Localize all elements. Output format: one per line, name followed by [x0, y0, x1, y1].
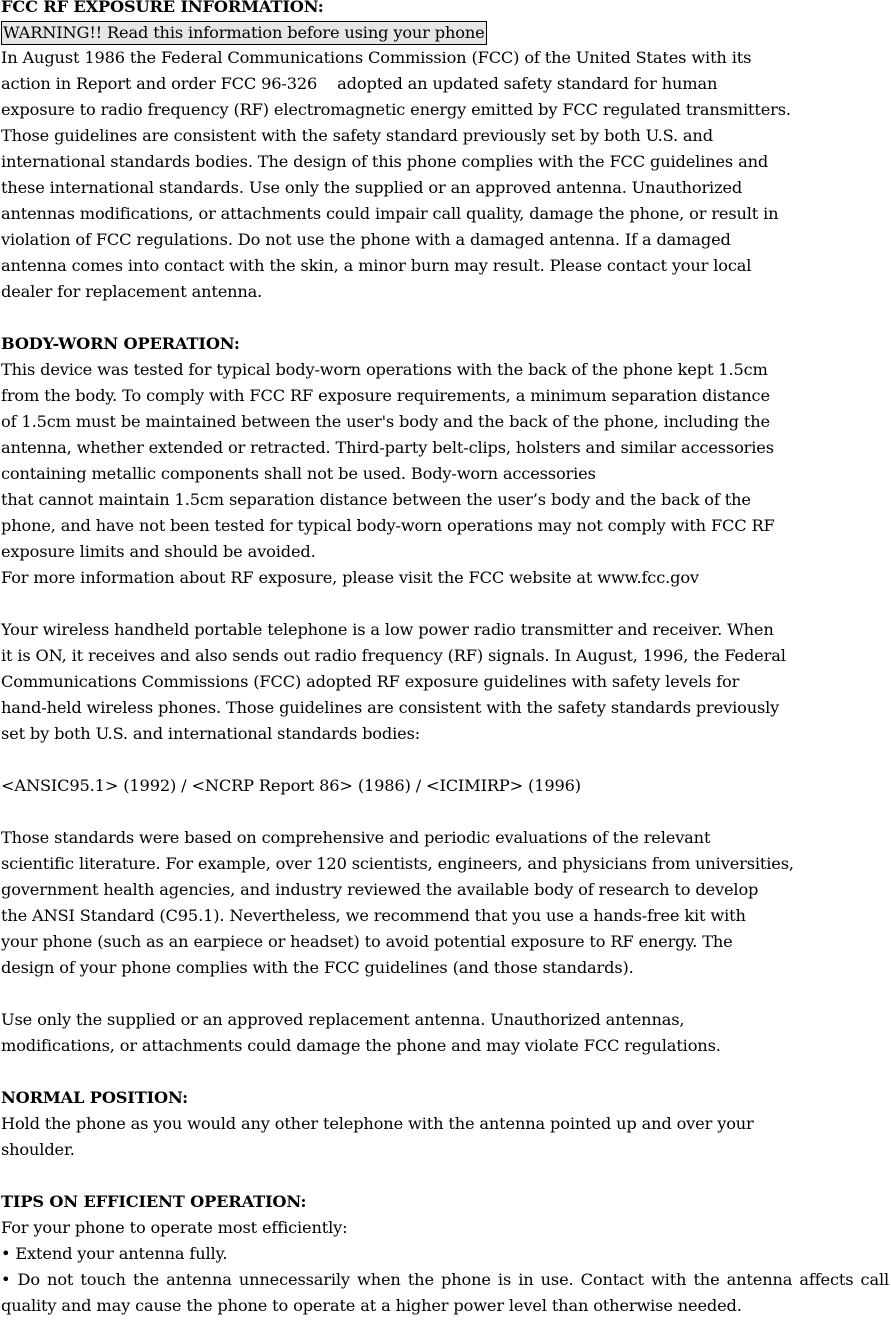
spacer: [1, 591, 889, 617]
normal-position-heading: NORMAL POSITION:: [1, 1088, 188, 1107]
spacer: [1, 747, 889, 773]
normal-position-paragraph: [1, 1111, 889, 1163]
antenna-paragraph: [1, 1007, 889, 1059]
warning-line: [1, 20, 889, 45]
standards-list-line: <ANSIC95.1> (1992) / <NCRP Report 86> (1986) / <ICIMIRP> (1996): [1, 776, 581, 795]
standards-line: Those standards were based on comprehensive and periodic evaluations of the relevant: [1, 828, 711, 847]
tips-bullet: • Extend your antenna fully.: [1, 1244, 228, 1263]
spacer: [1, 1163, 889, 1189]
warning-box: WARNING!! Read this information before using your phone: [1, 21, 487, 45]
intro-line: dealer for replacement antenna.: [1, 282, 263, 301]
wireless-line: set by both U.S. and international standards bodies:: [1, 724, 421, 743]
wireless-line: hand-held wireless phones. Those guidelines are consistent with the safety standards previously: [1, 698, 780, 717]
intro-line: these international standards. Use only the supplied or an approved antenna. Unauthorized: [1, 178, 743, 197]
fcc-website-line: For more information about RF exposure, please visit the FCC website at www.fcc.gov: [1, 568, 699, 587]
tips-intro: For your phone to operate most efficiently:: [1, 1218, 348, 1237]
wireless-line: Communications Commissions (FCC) adopted RF exposure guidelines with safety levels for: [1, 672, 740, 691]
body-worn-line: antenna, whether extended or retracted. Third-party belt-clips, holsters and similar accessories: [1, 438, 774, 457]
intro-line: action in Report and order FCC 96-326 adopted an updated safety standard for human: [1, 74, 718, 93]
intro-line: antenna comes into contact with the skin, a minor burn may result. Please contact your local: [1, 256, 752, 275]
spacer: [1, 981, 889, 1007]
body-worn-line: that cannot maintain 1.5cm separation distance between the user’s body and the back of the: [1, 490, 751, 509]
intro-paragraph: [1, 45, 889, 305]
standards-line: design of your phone complies with the FCC guidelines (and those standards).: [1, 958, 634, 977]
wireless-line: Your wireless handheld portable telephone is a low power radio transmitter and receiver. When: [1, 620, 774, 639]
intro-line: exposure to radio frequency (RF) electromagnetic energy emitted by FCC regulated transmitters.: [1, 100, 791, 119]
body-worn-paragraph: [1, 357, 889, 591]
body-worn-line: of 1.5cm must be maintained between the user's body and the back of the phone, including the: [1, 412, 770, 431]
intro-line: Those guidelines are consistent with the safety standard previously set by both U.S. and: [1, 126, 713, 145]
wireless-paragraph: [1, 617, 889, 747]
spacer: [1, 305, 889, 331]
tips-bullet: • Do not touch the antenna unnecessarily when the phone is in use. Contact with the antenna affects call quality and may cause the phone to operate at a higher power level than otherwise needed.: [1, 1270, 889, 1315]
spacer: [1, 1059, 889, 1085]
tips-heading: TIPS ON EFFICIENT OPERATION:: [1, 1192, 307, 1211]
body-worn-heading: BODY-WORN OPERATION:: [1, 334, 240, 353]
intro-line: In August 1986 the Federal Communications Commission (FCC) of the United States with its: [1, 48, 752, 67]
antenna-line: Use only the supplied or an approved replacement antenna. Unauthorized antennas,: [1, 1010, 685, 1029]
body-worn-line: containing metallic components shall not be used. Body-worn accessories: [1, 464, 596, 483]
spacer: [1, 799, 889, 825]
standards-paragraph: [1, 825, 889, 981]
wireless-line: it is ON, it receives and also sends out radio frequency (RF) signals. In August, 1996, the Federal: [1, 646, 786, 665]
intro-line: antennas modifications, or attachments could impair call quality, damage the phone, or result in: [1, 204, 779, 223]
antenna-line: modifications, or attachments could damage the phone and may violate FCC regulations.: [1, 1036, 721, 1055]
standards-line: your phone (such as an earpiece or headset) to avoid potential exposure to RF energy. The: [1, 932, 733, 951]
doc-title: FCC RF EXPOSURE INFORMATION:: [1, 0, 324, 16]
standards-line: the ANSI Standard (C95.1). Nevertheless, we recommend that you use a hands-free kit with: [1, 906, 746, 925]
intro-line: violation of FCC regulations. Do not use the phone with a damaged antenna. If a damaged: [1, 230, 731, 249]
standards-line: scientific literature. For example, over 120 scientists, engineers, and physicians from universities,: [1, 854, 794, 873]
normal-line: shoulder.: [1, 1140, 75, 1159]
body-worn-line: phone, and have not been tested for typical body-worn operations may not comply with FCC RF: [1, 516, 775, 535]
body-worn-line: from the body. To comply with FCC RF exposure requirements, a minimum separation distance: [1, 386, 770, 405]
intro-line: international standards bodies. The design of this phone complies with the FCC guidelines and: [1, 152, 769, 171]
body-worn-line: This device was tested for typical body-worn operations with the back of the phone kept 1.5cm: [1, 360, 768, 379]
standards-line: government health agencies, and industry reviewed the available body of research to develop: [1, 880, 759, 899]
normal-line: Hold the phone as you would any other telephone with the antenna pointed up and over your: [1, 1114, 754, 1133]
body-worn-line: exposure limits and should be avoided.: [1, 542, 316, 561]
